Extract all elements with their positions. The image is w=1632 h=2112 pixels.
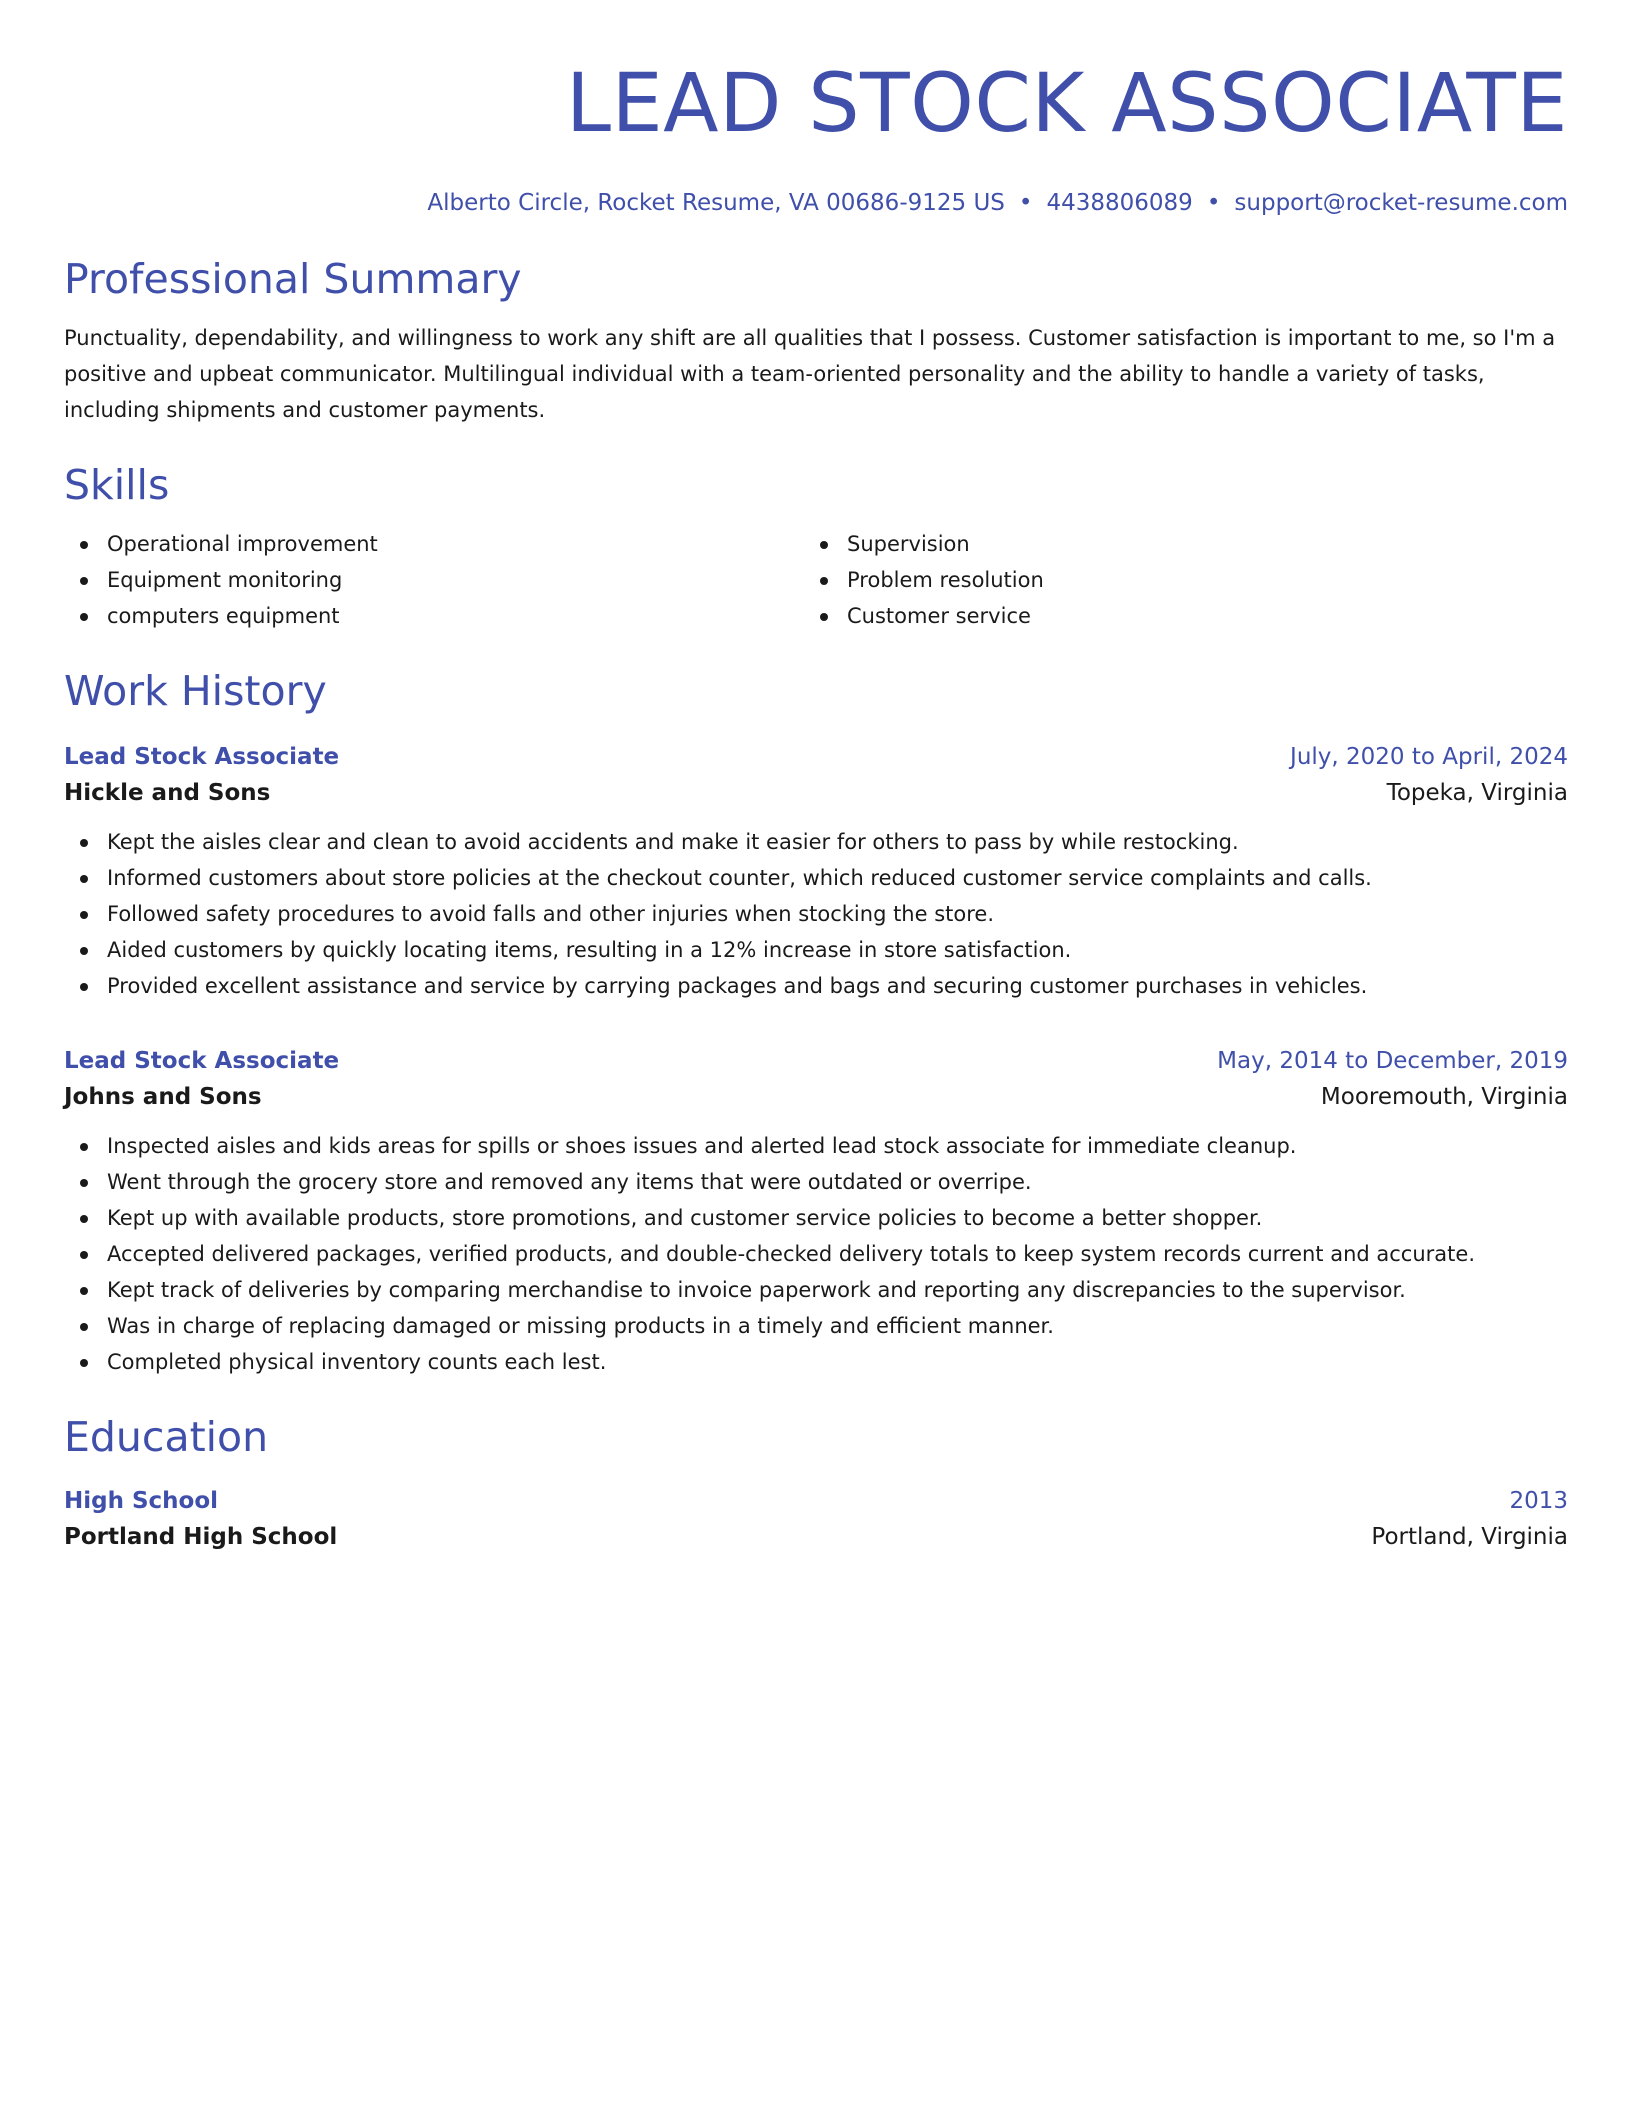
duty-item xyxy=(64,1200,1568,1236)
bullet-icon xyxy=(80,541,88,549)
skill-label: Problem resolution xyxy=(847,568,1044,592)
bullet-icon xyxy=(80,1179,88,1187)
duty-item xyxy=(64,860,1568,896)
contact-separator: • xyxy=(1206,190,1221,216)
bullet-icon xyxy=(820,541,828,549)
duty-item xyxy=(64,824,1568,860)
duty-text: Completed physical inventory counts each lest. xyxy=(107,1350,607,1374)
bullet-icon xyxy=(820,577,828,585)
skill-label: computers equipment xyxy=(107,604,340,628)
contact-phone: 4438806089 xyxy=(1046,190,1193,216)
duty-text: Went through the grocery store and removed any items that were outdated or overripe. xyxy=(107,1170,1032,1194)
duty-text: Informed customers about store policies at the checkout counter, which reduced customer service complaints and calls. xyxy=(107,866,1372,890)
job-entry xyxy=(64,1044,1568,1380)
skill-item xyxy=(64,562,804,598)
bullet-icon xyxy=(80,1359,88,1367)
bullet-icon xyxy=(80,947,88,955)
skill-label: Equipment monitoring xyxy=(107,568,343,592)
summary-heading: Professional Summary xyxy=(64,255,522,303)
job-location: Topeka, Virginia xyxy=(1386,780,1568,806)
bullet-icon xyxy=(80,1287,88,1295)
education-location: Portland, Virginia xyxy=(1371,1524,1568,1550)
skill-item xyxy=(64,598,804,634)
bullet-icon xyxy=(80,613,88,621)
skills-list-left xyxy=(64,526,804,634)
duty-text: Kept track of deliveries by comparing merchandise to invoice paperwork and reporting any discrepancies to the supervisor. xyxy=(107,1278,1406,1302)
contact-line xyxy=(64,188,1568,218)
job-title: Lead Stock Associate xyxy=(64,1048,340,1074)
education-degree: High School xyxy=(64,1488,219,1514)
skill-item xyxy=(64,526,804,562)
job-title: Lead Stock Associate xyxy=(64,744,340,770)
duty-item xyxy=(64,1164,1568,1200)
job-duties-list xyxy=(64,1128,1568,1380)
duty-item xyxy=(64,1272,1568,1308)
job-employer-row xyxy=(64,774,1568,812)
skills-list-right xyxy=(804,526,1544,634)
resume-header xyxy=(64,56,1568,218)
job-duties-list xyxy=(64,824,1568,1004)
job-title-row xyxy=(64,1044,1568,1078)
skill-label: Operational improvement xyxy=(107,532,378,556)
education-school: Portland High School xyxy=(64,1524,338,1550)
skill-item xyxy=(804,598,1544,634)
bullet-icon xyxy=(80,1143,88,1151)
bullet-icon xyxy=(80,911,88,919)
job-entry xyxy=(64,740,1568,1004)
candidate-name: LEAD STOCK ASSOCIATE xyxy=(565,57,1568,151)
duty-item xyxy=(64,968,1568,1004)
skills-grid xyxy=(64,526,1568,634)
contact-separator: • xyxy=(1018,190,1033,216)
bullet-icon xyxy=(80,577,88,585)
contact-email[interactable]: support@rocket-resume.com xyxy=(1234,190,1568,216)
education-heading: Education xyxy=(64,1413,269,1461)
bullet-icon xyxy=(80,983,88,991)
duty-text: Kept the aisles clear and clean to avoid accidents and make it easier for others to pass by while restocking. xyxy=(107,830,1239,854)
bullet-icon xyxy=(820,613,828,621)
work-history-heading: Work History xyxy=(64,667,327,715)
contact-address: Alberto Circle, Rocket Resume, VA 00686-9125 US xyxy=(427,190,1005,216)
job-dates: May, 2014 to December, 2019 xyxy=(1217,1048,1568,1074)
duty-text: Aided customers by quickly locating items, resulting in a 12% increase in store satisfaction. xyxy=(107,938,1072,962)
duty-text: Accepted delivered packages, verified products, and double-checked delivery totals to keep system records current and accurate. xyxy=(107,1242,1475,1266)
skill-item xyxy=(804,526,1544,562)
bullet-icon xyxy=(80,875,88,883)
bullet-icon xyxy=(80,1251,88,1259)
job-location: Mooremouth, Virginia xyxy=(1320,1084,1568,1110)
education-year: 2013 xyxy=(1509,1488,1568,1514)
duty-item xyxy=(64,1308,1568,1344)
job-dates: July, 2020 to April, 2024 xyxy=(1290,744,1568,770)
duty-text: Inspected aisles and kids areas for spills or shoes issues and alerted lead stock associate for immediate cleanup. xyxy=(107,1134,1297,1158)
skills-heading: Skills xyxy=(64,461,170,509)
job-employer: Hickle and Sons xyxy=(64,780,271,806)
bullet-icon xyxy=(80,1215,88,1223)
duty-text: Was in charge of replacing damaged or missing products in a timely and efficient manner. xyxy=(107,1314,1054,1338)
job-employer-row xyxy=(64,1078,1568,1116)
education-school-row xyxy=(64,1518,1568,1556)
skill-label: Customer service xyxy=(847,604,1031,628)
education-degree-row xyxy=(64,1484,1568,1518)
skill-item xyxy=(804,562,1544,598)
duty-item xyxy=(64,1128,1568,1164)
duty-text: Provided excellent assistance and service by carrying packages and bags and securing customer purchases in vehicles. xyxy=(107,974,1368,998)
duty-item xyxy=(64,896,1568,932)
bullet-icon xyxy=(80,839,88,847)
skill-label: Supervision xyxy=(847,532,970,556)
job-title-row xyxy=(64,740,1568,774)
education-entry xyxy=(64,1484,1568,1556)
summary-text: Punctuality, dependability, and willingness to work any shift are all qualities that I possess. Customer satisfaction is important to me, so I'm a positive and upbeat communicator. Multilingual individual with a team-oriented personality and the ability to handle a variety of tasks, including shipments and customer payments. xyxy=(64,326,1556,422)
duty-text: Followed safety procedures to avoid falls and other injuries when stocking the store. xyxy=(107,902,995,926)
duty-item xyxy=(64,1344,1568,1380)
duty-item xyxy=(64,1236,1568,1272)
duty-text: Kept up with available products, store promotions, and customer service policies to become a better shopper. xyxy=(107,1206,1263,1230)
duty-item xyxy=(64,932,1568,968)
bullet-icon xyxy=(80,1323,88,1331)
job-employer: Johns and Sons xyxy=(64,1084,262,1110)
